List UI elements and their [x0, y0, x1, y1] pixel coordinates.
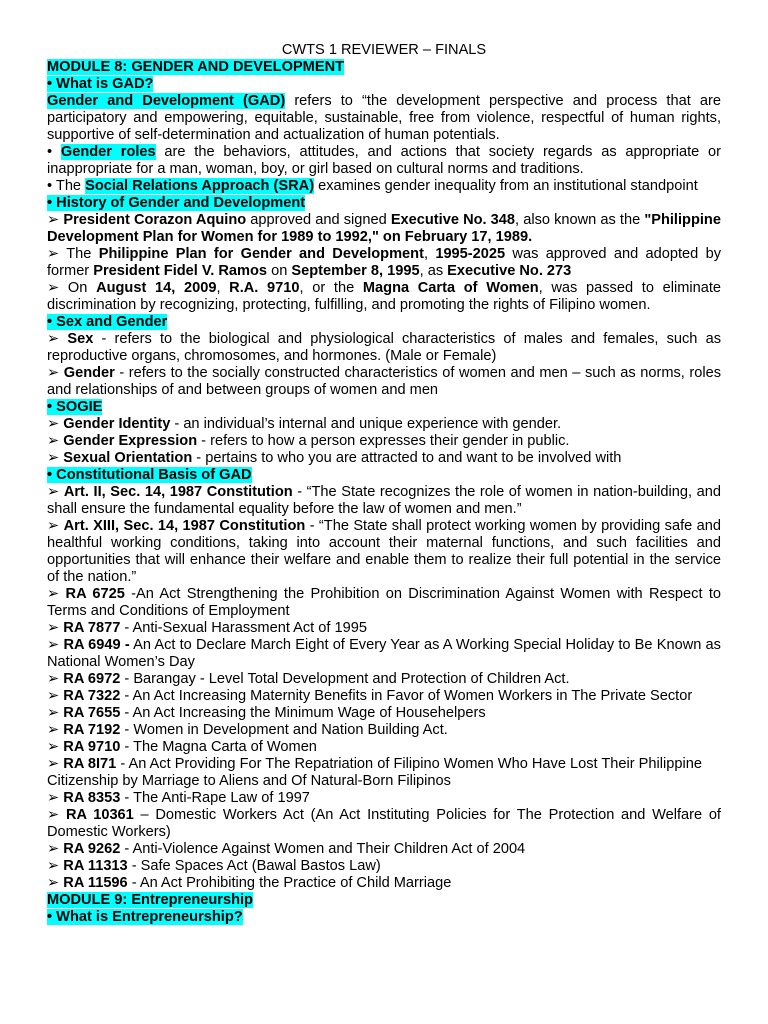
module-8-heading: MODULE 8: GENDER AND DEVELOPMENT: [47, 59, 345, 75]
sex-definition: ➢ Sex - refers to the biological and physiological characteristics of males and females, such as reproductive organs, chromosomes, and hormones. (Male or Female): [47, 331, 721, 364]
gender-roles-term: Gender roles: [60, 144, 156, 160]
constitution-art-2: ➢ Art. II, Sec. 14, 1987 Constitution - “The State recognizes the role of women in nation-building, and shall ensure the fundamental equality before the law of women and men.”: [47, 484, 721, 517]
section-heading-what-is-gad: • What is GAD?: [47, 76, 154, 92]
ra-item: ➢ RA 7322 - An Act Increasing Maternity Benefits in Favor of Women Workers in The Private Sector: [47, 688, 693, 704]
section-heading-sex-and-gender: • Sex and Gender: [47, 314, 168, 330]
constitution-art-13: ➢ Art. XIII, Sec. 14, 1987 Constitution - “The State shall protect working women by providing safe and healthful working conditions, taking into account their maternal functions, and such facilities and opportunities that will enhance their welfare and enable them to realize their full potential in the service of the nation.”: [47, 518, 721, 585]
ra-item: ➢ RA 7655 - An Act Increasing the Minimum Wage of Househelpers: [47, 705, 486, 721]
ra-item: ➢ RA 6725 -An Act Strengthening the Prohibition on Discrimination Against Women with Respect to Terms and Conditions of Employment: [47, 586, 721, 619]
ra-item: ➢ RA 7877 - Anti-Sexual Harassment Act of 1995: [47, 620, 367, 636]
ra-item-continuation: Citizenship by Marriage to Aliens and Of Natural-Born Filipinos: [47, 773, 451, 789]
section-heading-what-is-entrepreneurship: • What is Entrepreneurship?: [47, 909, 243, 925]
history-item-aquino: ➢ President Corazon Aquino approved and signed Executive No. 348, also known as the "Philippine Development Plan for Women for 1989 to 1992," on February 17, 1989.: [47, 212, 721, 245]
ra-item: ➢ RA 11313 - Safe Spaces Act (Bawal Bastos Law): [47, 858, 381, 874]
gender-roles-definition: • Gender roles are the behaviors, attitudes, and actions that society regards as appropriate or inappropriate for a man, woman, boy, or girl based on cultural norms and traditions.: [47, 144, 721, 177]
ra-item: ➢ RA 7192 - Women in Development and Nation Building Act.: [47, 722, 448, 738]
history-item-ramos: ➢ The Philippine Plan for Gender and Development, 1995-2025 was approved and adopted by former President Fidel V. Ramos on September 8, 1995, as Executive No. 273: [47, 246, 721, 279]
ra-item: ➢ RA 6949 - An Act to Declare March Eight of Every Year as A Working Special Holiday to Be Known as National Women’s Day: [47, 637, 721, 670]
ra-item: ➢ RA 11596 - An Act Prohibiting the Practice of Child Marriage: [47, 875, 452, 891]
section-heading-constitutional-basis: • Constitutional Basis of GAD: [47, 467, 252, 483]
gad-term: Gender and Development (GAD): [47, 93, 286, 109]
ra-item: ➢ RA 9262 - Anti-Violence Against Women and Their Children Act of 2004: [47, 841, 526, 857]
sogie-item-sexual-orientation: ➢ Sexual Orientation - pertains to who you are attracted to and want to be involved with: [47, 450, 622, 466]
ra-item: ➢ RA 8353 - The Anti-Rape Law of 1997: [47, 790, 310, 806]
gender-definition: ➢ Gender - refers to the socially constructed characteristics of women and men – such as norms, roles and relationships of and between groups of women and men: [47, 365, 721, 398]
sra-term: Social Relations Approach (SRA): [85, 178, 315, 194]
ra-item: ➢ RA 8I71 - An Act Providing For The Repatriation of Filipino Women Who Have Lost Their Philippine: [47, 756, 702, 772]
ra-item: ➢ RA 9710 - The Magna Carta of Women: [47, 739, 317, 755]
sogie-item-gender-identity: ➢ Gender Identity - an individual’s internal and unique experience with gender.: [47, 416, 562, 432]
sra-definition: • The Social Relations Approach (SRA) examines gender inequality from an institutional standpoint: [47, 178, 698, 194]
sogie-item-gender-expression: ➢ Gender Expression - refers to how a person expresses their gender in public.: [47, 433, 570, 449]
ra-item: ➢ RA 6972 - Barangay - Level Total Development and Protection of Children Act.: [47, 671, 570, 687]
section-heading-sogie: • SOGIE: [47, 399, 103, 415]
history-item-magna-carta: ➢ On August 14, 2009, R.A. 9710, or the Magna Carta of Women, was passed to eliminate discrimination by recognizing, protecting, fulfilling, and promoting the rights of Filipino women.: [47, 280, 722, 313]
document-title: CWTS 1 REVIEWER – FINALS: [281, 42, 487, 58]
gad-definition: Gender and Development (GAD) refers to “the development perspective and process that are participatory and empowering, equitable, sustainable, free from violence, respectful of human rights, supportive of self-determination and actualization of human potentials.: [47, 93, 721, 143]
module-9-heading: MODULE 9: Entrepreneurship: [47, 892, 253, 908]
ra-item: ➢ RA 10361 – Domestic Workers Act (An Act Instituting Policies for The Protection and Welfare of Domestic Workers): [47, 807, 721, 840]
section-heading-history: • History of Gender and Development: [47, 195, 306, 211]
